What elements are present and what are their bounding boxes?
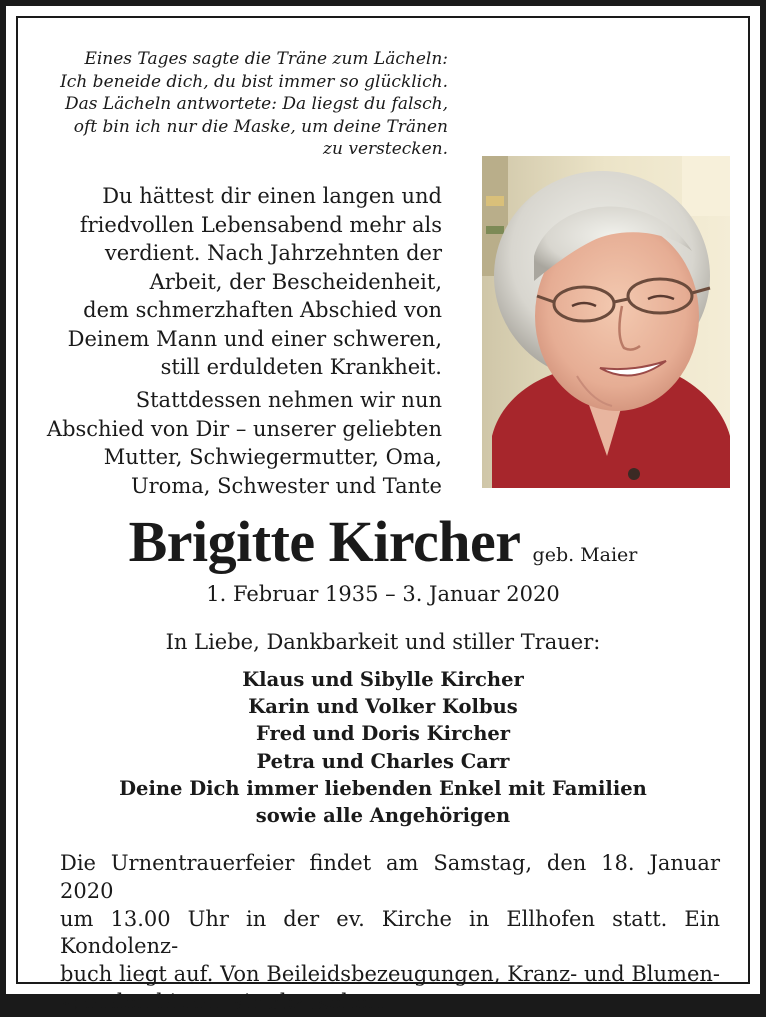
funeral-notice [60,850,720,1017]
mourner-entry: Fred und Doris Kircher [255,722,511,746]
tribute-paragraph: Du hättest dir einen langen und friedvollen Lebensabend mehr als verdient. Nach Jahrzehnten der Arbeit, der Bescheidenheit, dem schmerzhaften Abschied von Deinem Mann und einer schweren, still erduldeten Krankheit. [67,184,442,379]
poem-quote: Eines Tages sagte die Träne zum Lächeln: Ich beneide dich, du bist immer so glücklich. Das Lächeln antwortete: Da liegst du falsch, oft bin ich nur die Maske, um deine Tränen zu verstecken. [60,49,448,159]
mourner-entry: Karin und Volker Kolbus [248,695,518,719]
farewell-paragraph: Stattdessen nehmen wir nun Abschied von Dir – unserer geliebten Mutter, Schwiegermutter, Oma, Uroma, Schwester und Tante [46,388,442,498]
mourning-intro: In Liebe, Dankbarkeit und stiller Trauer: [165,630,601,654]
obituary-page [6,6,760,1014]
notice-line: buch liegt auf. Von Beileidsbezeugungen, Kranz- und Blumen- [60,962,720,987]
mourners-list [6,666,760,829]
deceased-name-line [6,508,760,575]
life-dates: 1. Februar 1935 – 3. Januar 2020 [206,582,560,606]
notice-line: um 13.00 Uhr in der ev. Kirche in Ellhofen statt. Ein Kondolenz- [60,906,720,959]
mourner-entry: Petra und Charles Carr [256,749,510,773]
portrait-photo [482,156,730,488]
notice-line: Die Urnentrauerfeier findet am Samstag, den 18. Januar 2020 [60,851,720,903]
mourner-entry: Klaus und Sibylle Kircher [242,668,524,691]
mourner-entry: sowie alle Angehörigen [255,804,511,828]
deceased-name: Brigitte Kircher [128,509,521,574]
mourner-entry: Deine Dich immer liebenden Enkel mit Familien [119,776,647,800]
notice-line: spenden bitten wir abzusehen. [60,989,388,1014]
maiden-name: geb. Maier [532,544,638,566]
